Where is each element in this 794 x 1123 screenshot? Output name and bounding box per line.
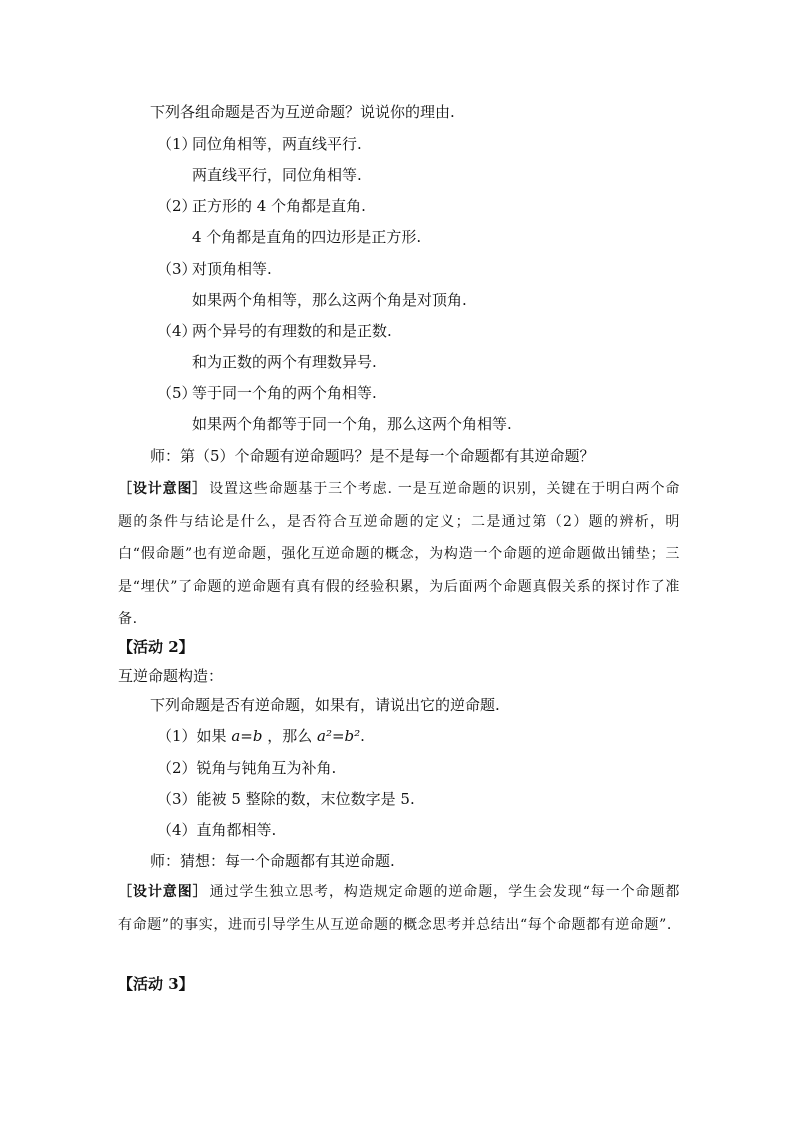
item-1-original: 同位角相等，两直线平行. (192, 135, 362, 153)
a2-item-1-mid: ，那么 (262, 727, 317, 745)
a2-item-3-num: （3） (157, 790, 197, 808)
item-3-num: （3） (157, 260, 197, 278)
question-line: 下列各组命题是否为互逆命题？说说你的理由. (150, 103, 455, 121)
item-4-num: （4） (157, 322, 197, 340)
item-3-converse: 如果两个角相等，那么这两个角是对顶角. (192, 291, 467, 309)
item-4-original: 两个异号的有理数的和是正数. (192, 322, 392, 340)
activity-2-intro: 互逆命题构造： (118, 667, 224, 685)
design-intent-label: ［设计意图］ (118, 481, 208, 497)
item-2-original: 正方形的 4 个角都是直角. (192, 197, 366, 215)
a2-item-4-text: 直角都相等. (196, 821, 277, 839)
design-intent-label-2: ［设计意图］ (118, 884, 208, 900)
a2-item-4-num: （4） (157, 821, 197, 839)
a2-item-2-text: 锐角与钝角互为补角. (196, 759, 337, 777)
item-2-num: （2） (157, 197, 197, 215)
item-3-original: 对顶角相等. (192, 260, 272, 278)
a2-item-3 (157, 789, 415, 809)
a2-item-1-pre: 如果 (196, 727, 232, 745)
design-intent-2 (118, 876, 680, 941)
teacher-conjecture: 师：猜想：每一个命题都有其逆命题. (150, 852, 395, 870)
activity-3-heading: 【活动 3】 (118, 975, 194, 993)
design-intent-text: 设置这些命题基于三个考虑. 一是互逆命题的识别，关键在于明白两个命题的条件与结论是什么，是否符合互逆命题的定义；二是通过第（2）题的辨析，明白“假命题”也有逆命题，强化互逆命题的概念，为构造一个命题的逆命题做出铺垫；三是“埋伏”了命题的逆命题有真有假的经验积累，为后面两个命题真假关系的探讨作了准备. (118, 481, 680, 627)
a2-item-2-num: （2） (157, 759, 197, 777)
a2-item-2 (157, 758, 336, 778)
item-5-converse: 如果两个角都等于同一个角，那么这两个角相等. (192, 415, 512, 433)
a2-item-3-text: 能被 5 整除的数，末位数字是 5. (196, 790, 415, 808)
item-1-converse: 两直线平行，同位角相等. (192, 166, 362, 184)
activity-2-heading: 【活动 2】 (118, 638, 194, 656)
item-1-num: （1） (157, 135, 197, 153)
item-2-converse: 4 个角都是直角的四边形是正方形. (192, 228, 422, 246)
a2-item-1-math-a: a=b (231, 727, 263, 745)
design-intent-text-2: 通过学生独立思考，构造规定命题的逆命题，学生会发现“每一个命题都有命题”的事实，进而引导学生从互逆命题的概念思考并总结出“每个命题都有逆命题”. (118, 884, 680, 933)
teacher-question: 师：第（5）个命题有逆命题吗？是不是每一个命题都有其逆命题？ (150, 447, 595, 465)
design-intent-1 (118, 473, 680, 636)
item-4-converse: 和为正数的两个有理数异号. (192, 353, 377, 371)
item-5-num: （5） (157, 384, 197, 402)
activity-2-question: 下列命题是否有逆命题，如果有，请说出它的逆命题. (150, 696, 500, 714)
a2-item-1-post: . (360, 727, 365, 745)
a2-item-4 (157, 820, 276, 840)
a2-item-1-math-b: a²=b² (317, 727, 361, 745)
a2-item-1-num: （1） (157, 727, 197, 745)
a2-item-1 (157, 726, 365, 746)
item-5-original: 等于同一个角的两个角相等. (192, 384, 377, 402)
